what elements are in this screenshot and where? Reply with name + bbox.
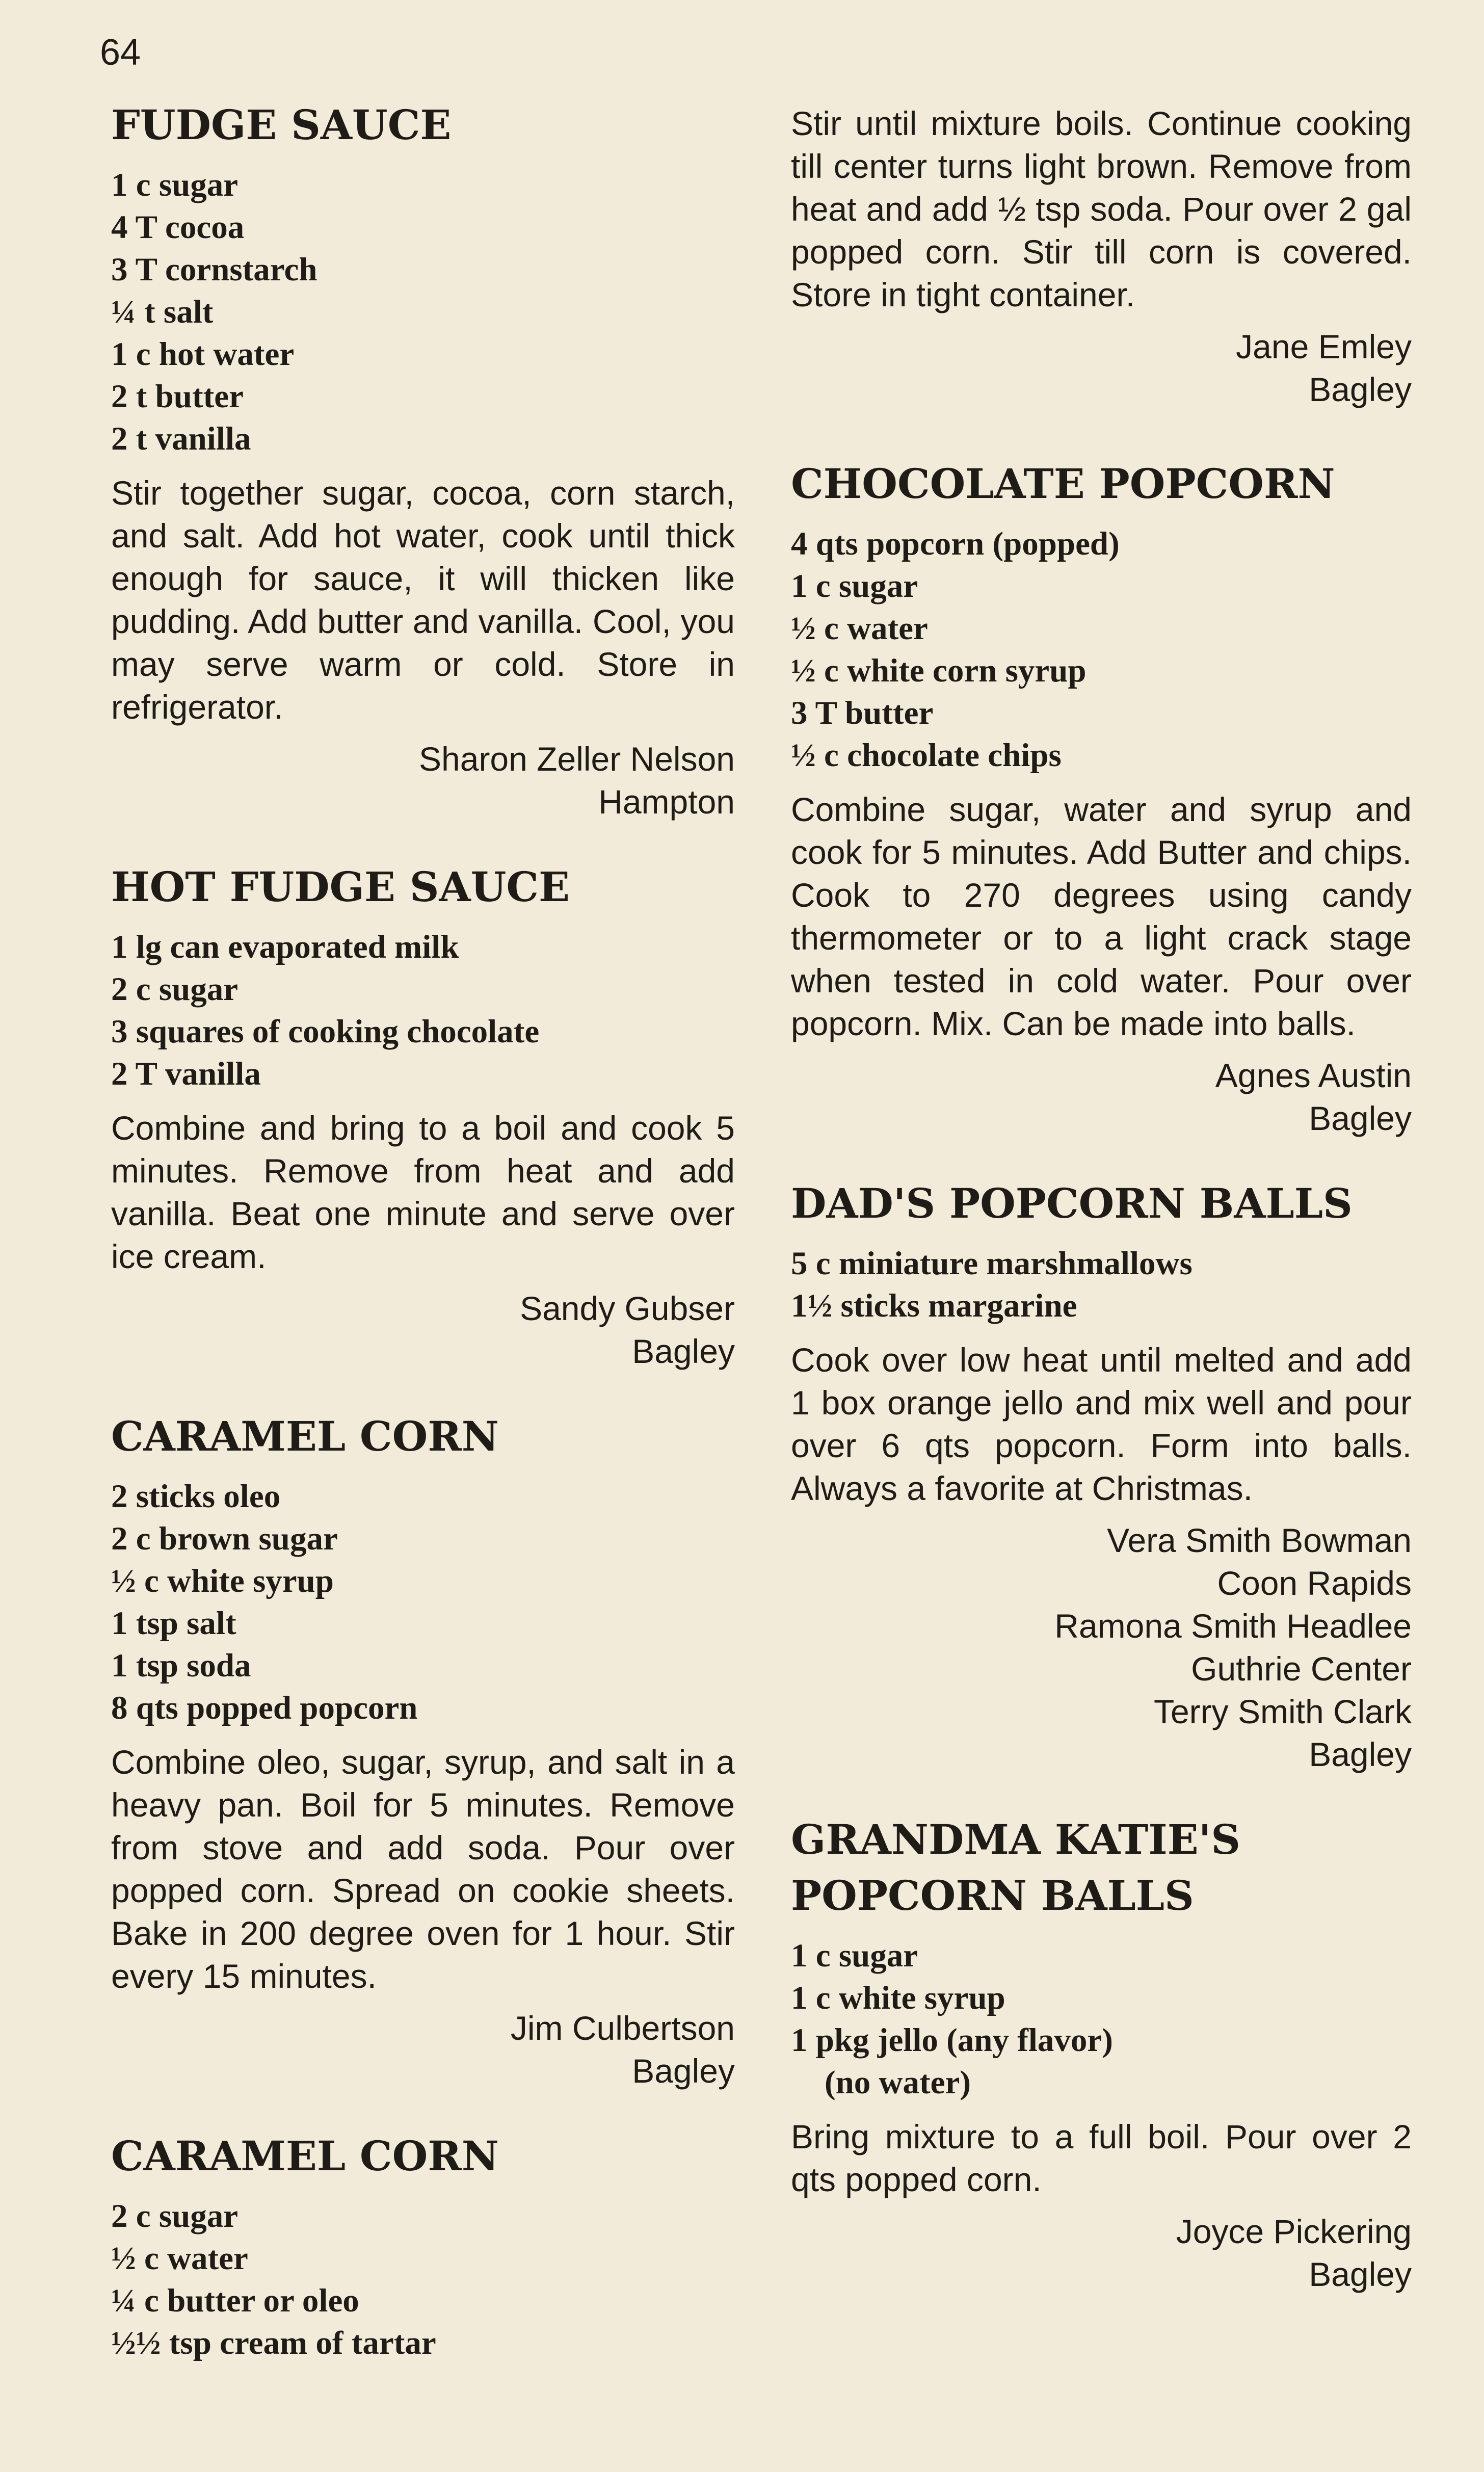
contributor-name: Sandy Gubser — [520, 1290, 735, 1327]
recipe-grandma-katies-popcorn-balls — [791, 1811, 1412, 2296]
ingredient: ½ c white syrup — [111, 1563, 334, 1599]
recipe-directions: Combine sugar, water and syrup and cook for 5 minutes. Add Butter and chips. Cook to 270 degrees using candy thermometer or to a light crack stage when tested in cold water. Pour over popcorn. Mix. Can be made into balls. — [791, 791, 1412, 1042]
recipe-caramel-corn-1 — [111, 1408, 735, 2092]
recipe-contributor — [791, 2210, 1412, 2296]
ingredient: 4 qts popcorn (popped) — [791, 525, 1120, 562]
ingredient: 1 c sugar — [791, 1937, 918, 1974]
contributor-town: Bagley — [1309, 2255, 1412, 2293]
recipe-title: DAD'S POPCORN BALLS — [791, 1179, 1353, 1227]
contributor-town: Bagley — [632, 1332, 735, 1370]
contributor-name: Ramona Smith Headlee — [1054, 1607, 1412, 1645]
contributor-town: Bagley — [1309, 371, 1412, 408]
ingredient: ½½ tsp cream of tartar — [111, 2325, 436, 2361]
ingredient: ½ c water — [791, 610, 928, 647]
ingredient: 2 t vanilla — [111, 420, 251, 457]
ingredient-list — [111, 1476, 735, 1729]
recipe-contributor — [111, 738, 735, 823]
recipe-directions: Combine and bring to a boil and cook 5 minutes. Remove from heat and add vanilla. Beat one minute and serve over ice cream. — [111, 1109, 735, 1275]
contributor-town: Guthrie Center — [1191, 1650, 1412, 1688]
recipe-directions: Bring mixture to a full boil. Pour over 2 qts popped corn. — [791, 2118, 1412, 2198]
contributor-town: Hampton — [598, 783, 735, 821]
recipe-directions: Stir until mixture boils. Continue cooking till center turns light brown. Remove from heat and add ½ tsp soda. Pour over 2 gal popped corn. Stir till corn is covered. Store in tight container. — [791, 104, 1412, 313]
recipe-title — [791, 1811, 1412, 1924]
recipe-directions: Cook over low heat until melted and add 1 box orange jello and mix well and pour over 6 qts popcorn. Form into balls. Always a favorite at Christmas. — [791, 1341, 1412, 1507]
ingredient-list — [111, 926, 735, 1095]
contributor-name: Jane Emley — [1236, 328, 1412, 365]
ingredient: 1½ sticks margarine — [791, 1287, 1077, 1324]
page-number: 64 — [100, 32, 141, 73]
contributor-town: Bagley — [1309, 1099, 1412, 1137]
ingredient: 4 T cocoa — [111, 209, 245, 246]
recipe-contributor — [111, 1287, 735, 1373]
recipe-caramel-corn-2 — [111, 2128, 735, 2364]
ingredient: ½ c chocolate chips — [791, 737, 1062, 774]
ingredient: 1 c sugar — [791, 568, 918, 604]
ingredient: (no water) — [825, 2064, 971, 2101]
ingredient-list — [791, 523, 1412, 777]
contributor-name: Sharon Zeller Nelson — [419, 740, 735, 778]
ingredient: 1 c sugar — [111, 167, 238, 203]
recipe-contributor — [791, 325, 1412, 411]
ingredient: 1 c hot water — [111, 336, 295, 373]
left-column — [111, 97, 735, 2400]
ingredient: 2 T vanilla — [111, 1056, 261, 1092]
ingredient: 2 t butter — [111, 378, 244, 415]
ingredient-list — [111, 164, 735, 460]
recipe-contributor — [111, 2007, 735, 2092]
ingredient: 2 c brown sugar — [111, 1520, 338, 1557]
contributor-name: Terry Smith Clark — [1153, 1693, 1412, 1730]
ingredient: 1 tsp salt — [111, 1605, 236, 1642]
contributor-town: Coon Rapids — [1217, 1564, 1412, 1602]
recipe-directions: Stir together sugar, cocoa, corn starch, and salt. Add hot water, cook until thick enough for sauce, it will thicken like pudding. Add butter and vanilla. Cool, you may serve warm or cold. Store in refrigerator. — [111, 474, 735, 726]
ingredient: ½ c white corn syrup — [791, 652, 1086, 689]
ingredient: 3 T cornstarch — [111, 251, 317, 288]
recipe-title: CHOCOLATE POPCORN — [791, 460, 1335, 508]
recipe-contributor — [791, 1054, 1412, 1140]
recipe-fudge-sauce — [111, 97, 735, 823]
recipe-title: FUDGE SAUCE — [111, 101, 452, 149]
recipe-hot-fudge-sauce — [111, 859, 735, 1373]
ingredient: ¼ t salt — [111, 294, 214, 330]
ingredient: ¼ c butter or oleo — [111, 2282, 359, 2319]
right-column — [791, 102, 1412, 2331]
recipe-title-line: GRANDMA KATIE'S — [791, 1816, 1241, 1863]
ingredient: 3 squares of cooking chocolate — [111, 1013, 540, 1050]
ingredient-list — [111, 2195, 735, 2364]
ingredient: 8 qts popped popcorn — [111, 1690, 418, 1726]
recipe-directions: Combine oleo, sugar, syrup, and salt in a heavy pan. Boil for 5 minutes. Remove from stove and add soda. Pour over popped corn. Spread on cookie sheets. Bake in 200 degree oven for 1 hour. Stir every 15 minutes. — [111, 1743, 735, 1995]
contributor-name: Joyce Pickering — [1176, 2213, 1412, 2250]
ingredient-list — [791, 1243, 1412, 1327]
recipe-dads-popcorn-balls — [791, 1175, 1412, 1776]
contributor-name: Agnes Austin — [1215, 1057, 1412, 1094]
ingredient: 2 c sugar — [111, 971, 238, 1008]
recipe-title: CARAMEL CORN — [111, 1412, 499, 1460]
contributor-town: Bagley — [1309, 1735, 1412, 1773]
recipe-chocolate-popcorn — [791, 456, 1412, 1140]
contributor-name: Jim Culbertson — [510, 2009, 735, 2047]
ingredient: 1 c white syrup — [791, 1980, 1005, 2016]
recipe-title-line: POPCORN BALLS — [791, 1872, 1194, 1919]
recipe-caramel-corn-2-continued — [791, 102, 1412, 411]
ingredient: 3 T butter — [791, 695, 934, 731]
recipe-title: HOT FUDGE SAUCE — [111, 863, 570, 911]
ingredient: 2 c sugar — [111, 2198, 238, 2234]
ingredient: 1 pkg jello (any flavor) — [791, 2022, 1113, 2059]
ingredient-list — [791, 1935, 1412, 2104]
ingredient: ½ c water — [111, 2240, 248, 2277]
contributor-town: Bagley — [632, 2052, 735, 2090]
recipe-contributor — [791, 1519, 1412, 1776]
ingredient: 1 lg can evaporated milk — [111, 929, 459, 965]
recipe-title: CARAMEL CORN — [111, 2132, 499, 2180]
ingredient: 1 tsp soda — [111, 1647, 251, 1684]
contributor-name: Vera Smith Bowman — [1107, 1521, 1412, 1559]
ingredient: 5 c miniature marshmallows — [791, 1245, 1192, 1282]
ingredient: 2 sticks oleo — [111, 1478, 281, 1515]
